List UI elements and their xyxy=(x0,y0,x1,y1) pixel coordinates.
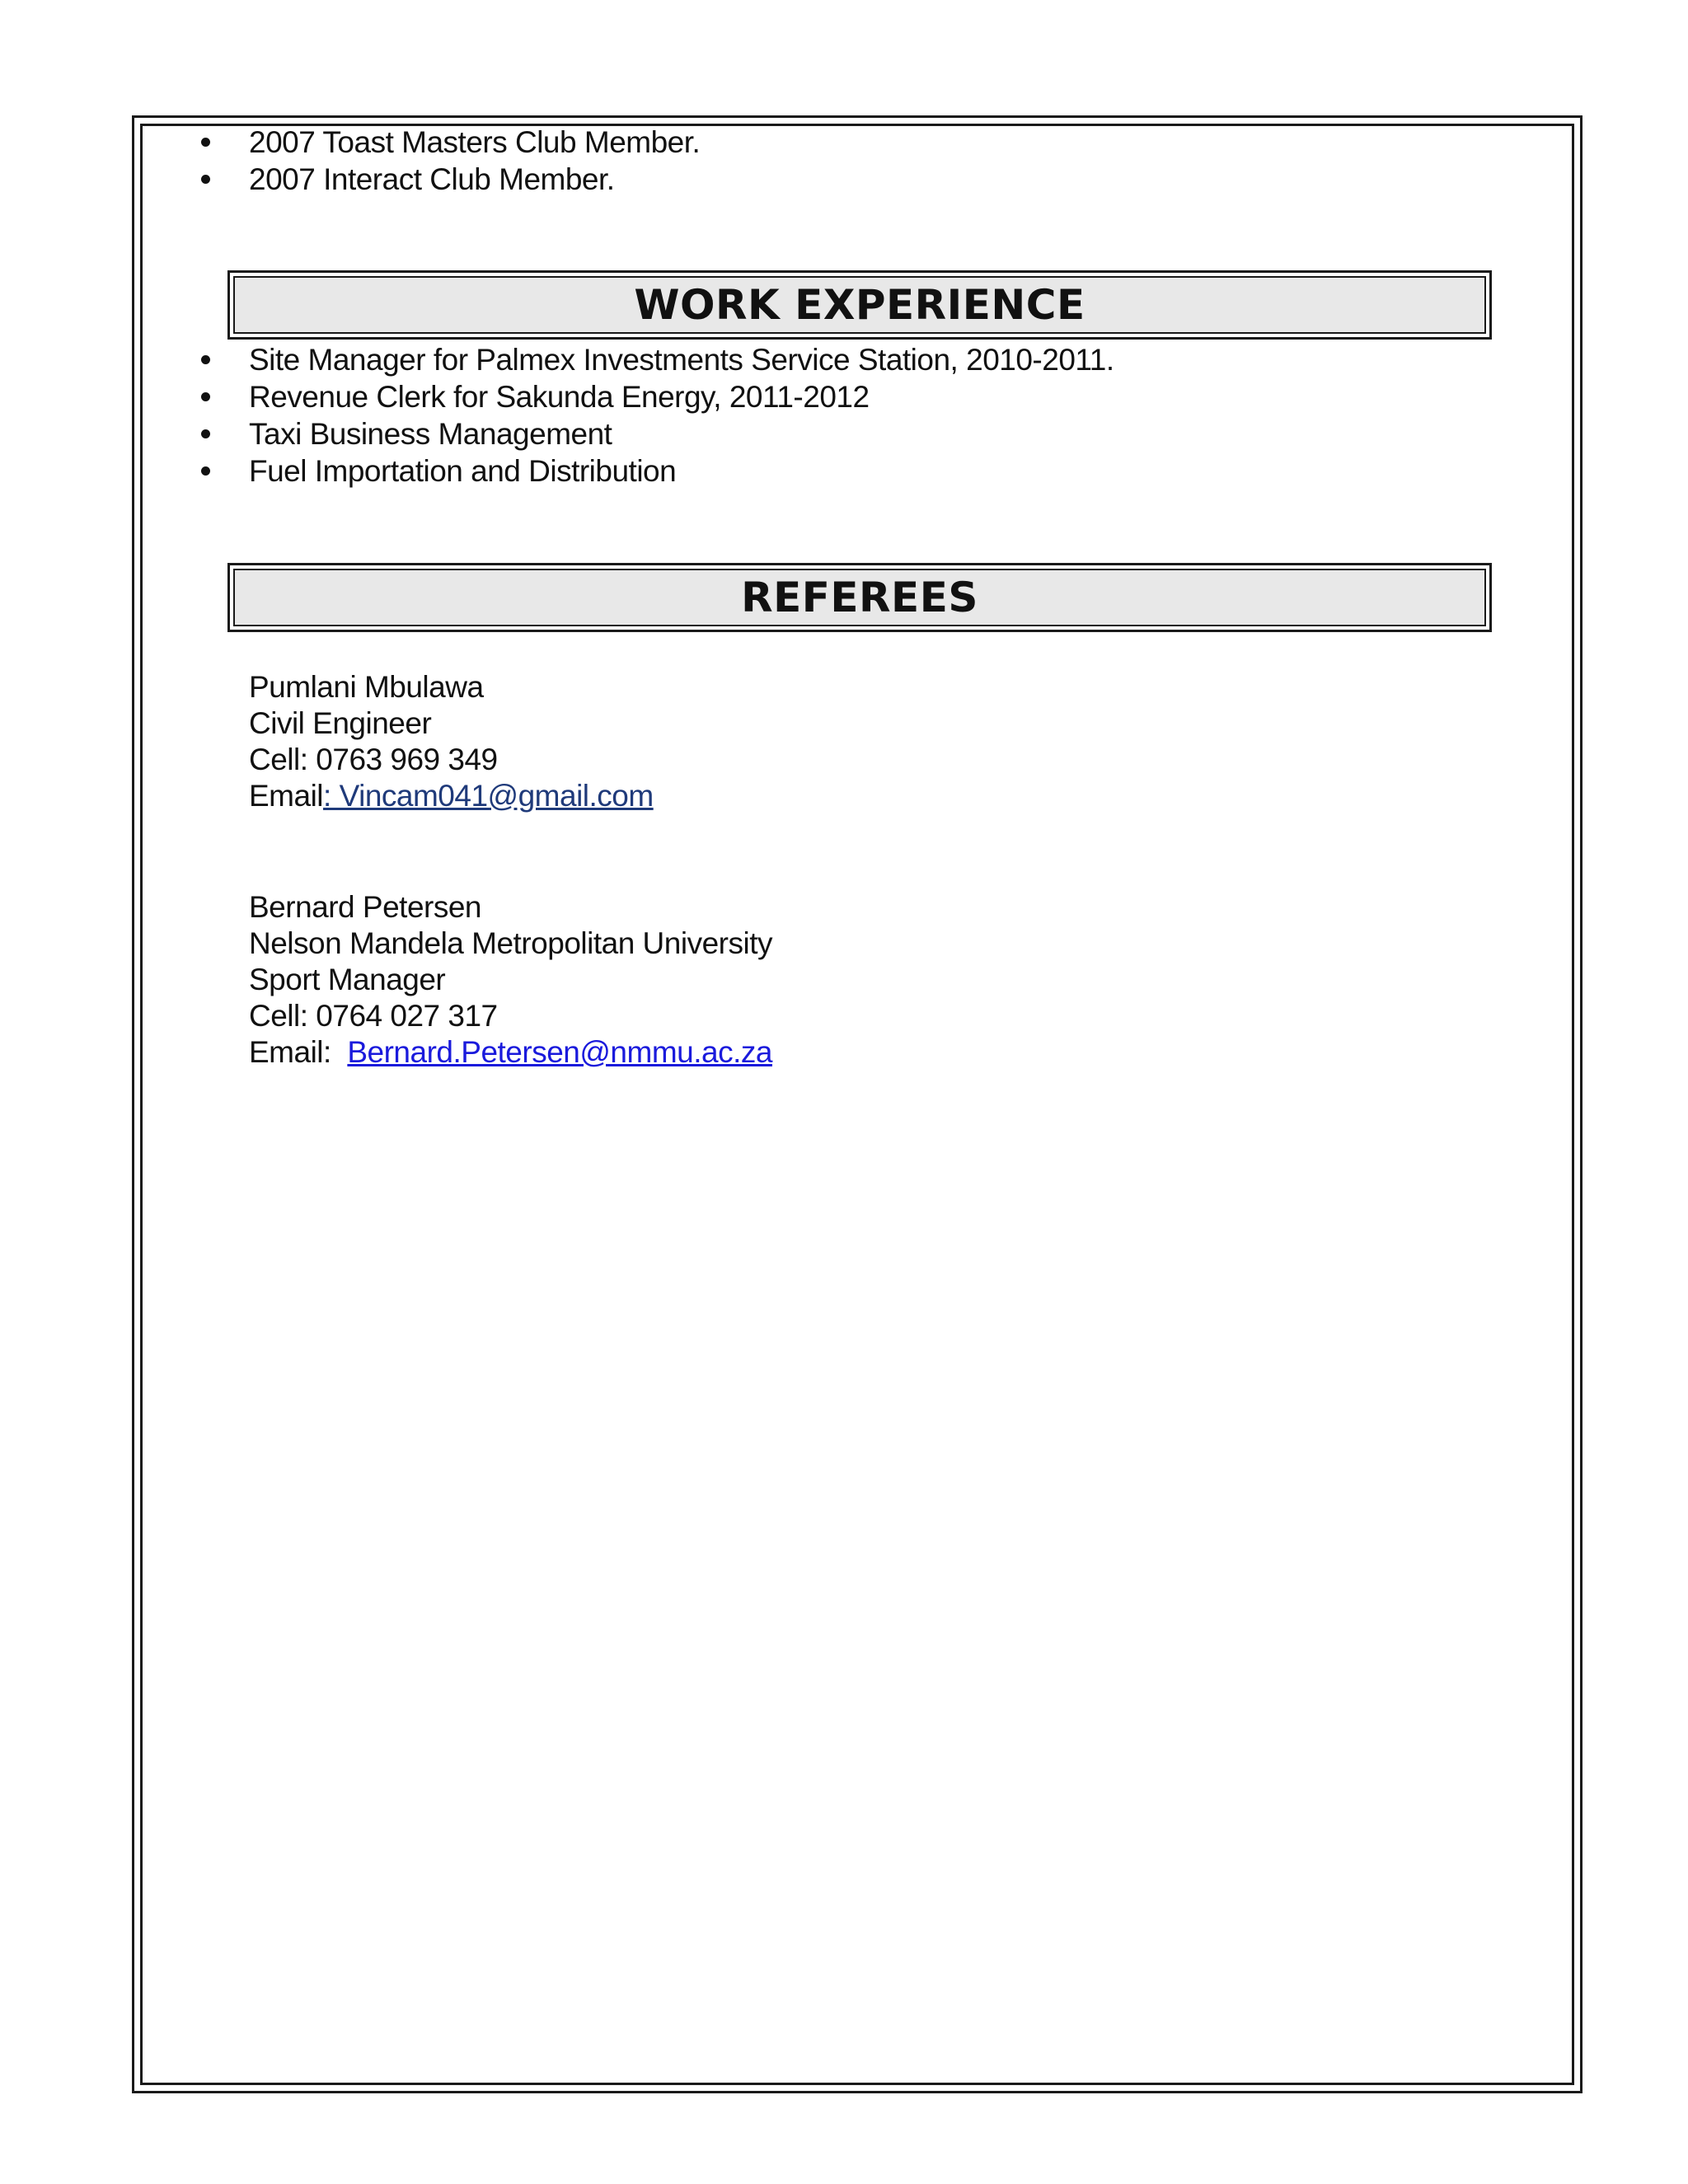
list-item-text: Site Manager for Palmex Investments Service Station, 2010-2011. xyxy=(249,343,1114,377)
list-item-text: Fuel Importation and Distribution xyxy=(249,454,677,488)
list-item-text: 2007 Toast Masters Club Member. xyxy=(249,125,701,159)
referee-email-label: Email xyxy=(249,779,324,813)
list-item xyxy=(198,341,1114,378)
referee-email-link[interactable]: : Vincam041@gmail.com xyxy=(323,779,654,813)
list-item-text: Revenue Clerk for Sakunda Energy, 2011-2012 xyxy=(249,380,870,414)
bullet-icon xyxy=(201,355,210,364)
referee-organization: Nelson Mandela Metropolitan University xyxy=(249,926,772,960)
bullet-icon xyxy=(201,466,210,476)
work-experience-header xyxy=(227,270,1492,340)
bullet-icon xyxy=(201,175,210,184)
list-item-text: Taxi Business Management xyxy=(249,417,612,451)
list-item xyxy=(198,415,1114,452)
referee-name: Pumlani Mbulawa xyxy=(249,670,484,704)
activities-list xyxy=(198,124,700,198)
referee-name: Bernard Petersen xyxy=(249,890,482,924)
work-experience-list xyxy=(198,341,1114,490)
referee-role: Civil Engineer xyxy=(249,706,432,740)
referee-card xyxy=(249,669,654,814)
bullet-icon xyxy=(201,429,210,438)
referees-header-box xyxy=(233,569,1486,626)
referee-email-link[interactable]: Bernard.Petersen@nmmu.ac.za xyxy=(347,1035,772,1069)
section-title: REFEREES xyxy=(741,574,978,621)
list-item xyxy=(198,161,700,198)
bullet-icon xyxy=(201,392,210,401)
referee-cell: Cell: 0763 969 349 xyxy=(249,743,498,776)
referee-cell: Cell: 0764 027 317 xyxy=(249,999,498,1033)
bullet-icon xyxy=(201,138,210,147)
list-item xyxy=(198,452,1114,490)
list-item xyxy=(198,124,700,161)
section-title: WORK EXPERIENCE xyxy=(634,281,1085,329)
referee-role: Sport Manager xyxy=(249,963,446,996)
referee-email-line xyxy=(249,1034,772,1071)
referee-email-line xyxy=(249,778,654,814)
work-experience-header-box xyxy=(233,276,1486,334)
list-item xyxy=(198,378,1114,415)
referees-header xyxy=(227,563,1492,632)
referee-email-label: Email: xyxy=(249,1035,348,1069)
referee-card xyxy=(249,889,772,1071)
list-item-text: 2007 Interact Club Member. xyxy=(249,162,615,196)
